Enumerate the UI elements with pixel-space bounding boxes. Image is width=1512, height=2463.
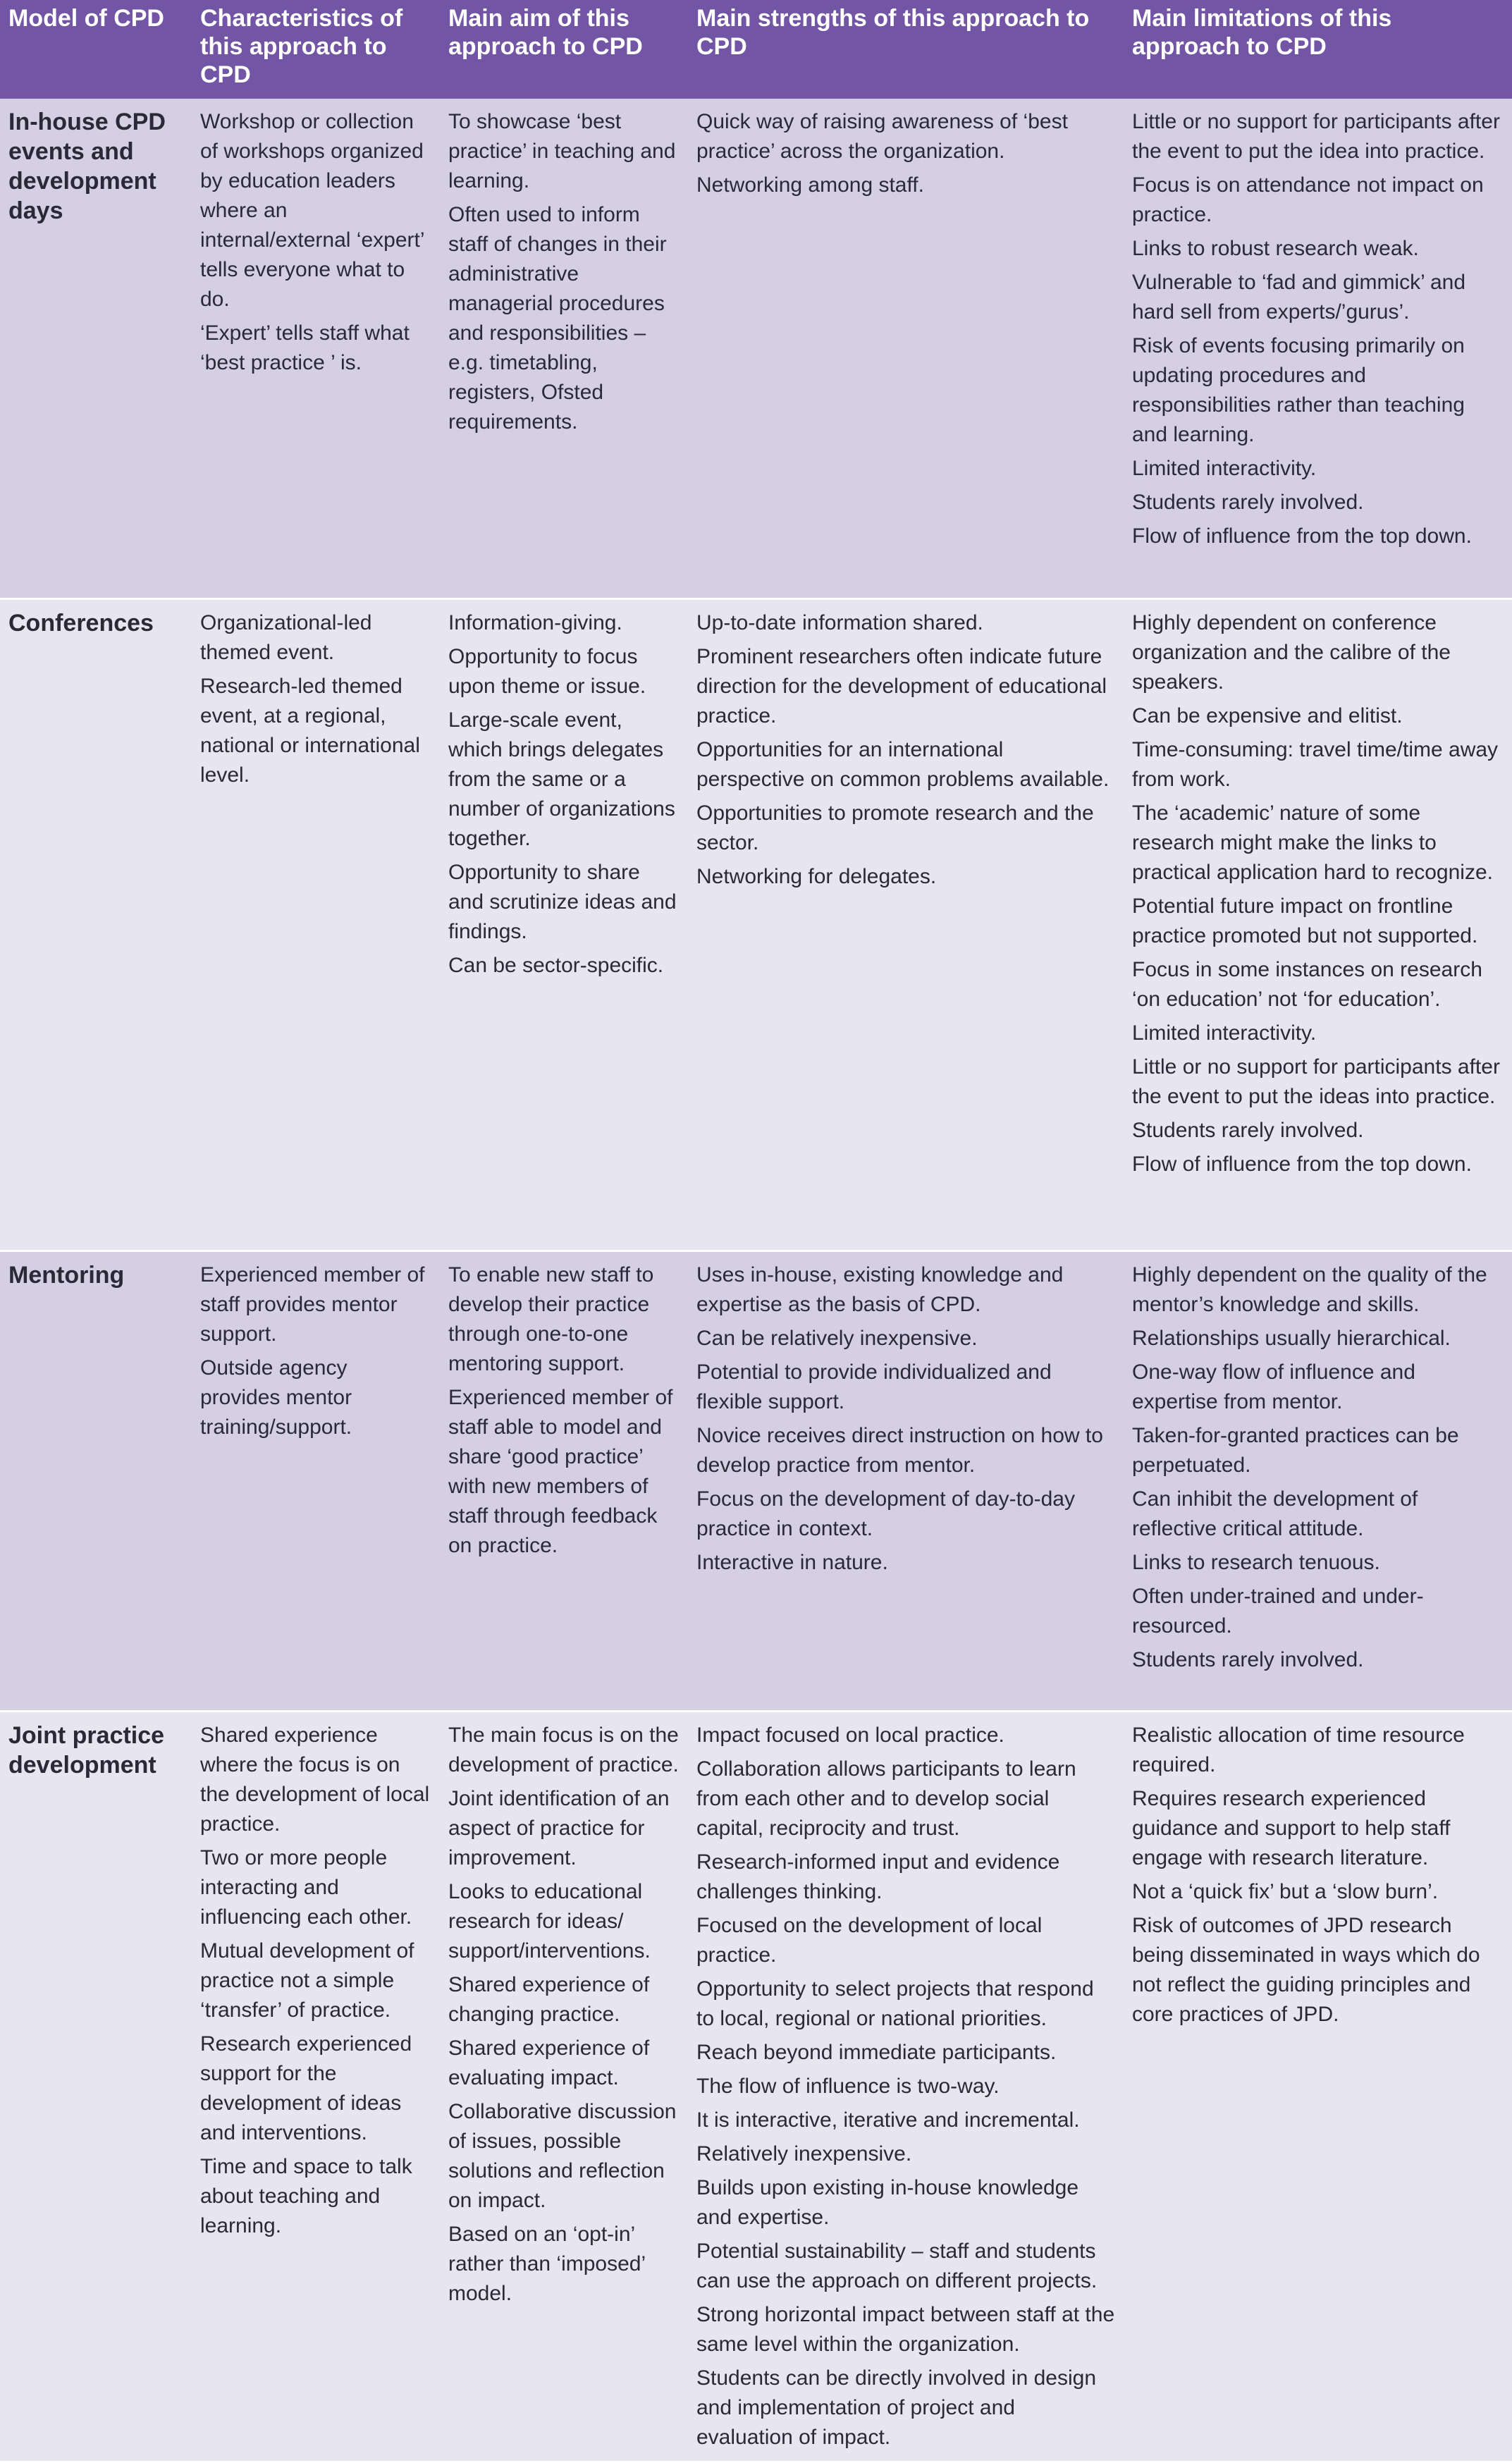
limitations-cell — [1124, 1711, 1512, 2462]
header-characteristics: Characteristics of this approach to CPD — [192, 0, 440, 99]
limitations-item: Limited interactivity. — [1132, 1021, 1317, 1045]
limitations-item: Little or no support for participants after the event to put the ideas into practice. — [1132, 1055, 1500, 1108]
strengths-item: Research-informed input and evidence challenges thinking. — [696, 1850, 1060, 1903]
strengths-item: Relatively inexpensive. — [696, 2142, 912, 2166]
limitations-item: Students rarely involved. — [1132, 1647, 1364, 1671]
strengths-cell — [688, 1711, 1124, 2462]
header-limitations: Main limitations of this approach to CPD — [1124, 0, 1512, 99]
limitations-item: Often under-trained and under-resourced. — [1132, 1584, 1424, 1638]
strengths-item: Interactive in nature. — [696, 1550, 888, 1574]
strengths-item: Novice receives direct instruction on how to develop practice from mentor. — [696, 1423, 1103, 1477]
limitations-item: Students rarely involved. — [1132, 1118, 1364, 1142]
strengths-cell — [688, 99, 1124, 598]
aims-item: Joint identification of an aspect of practice for improvement. — [448, 1786, 670, 1869]
strengths-item: The flow of influence is two-way. — [696, 2074, 1000, 2098]
strengths-item: Potential sustainability – staff and students can use the approach on different projects. — [696, 2239, 1098, 2292]
aims-item: Looks to educational research for ideas/ support/interventions. — [448, 1879, 651, 1963]
limitations-item: Links to research tenuous. — [1132, 1550, 1380, 1574]
strengths-item: Focus on the development of day-to-day practice in context. — [696, 1487, 1075, 1540]
table-row — [0, 1251, 1512, 1711]
strengths-item: Builds upon existing in-house knowledge and expertise. — [696, 2175, 1079, 2229]
aims-cell — [440, 1711, 688, 2462]
strengths-cell — [688, 598, 1124, 1251]
strengths-item: It is interactive, iterative and incremental. — [696, 2108, 1080, 2132]
header-model: Model of CPD — [0, 0, 192, 99]
aims-item: Opportunity to focus upon theme or issue. — [448, 644, 646, 698]
aims-cell — [440, 598, 688, 1251]
strengths-item: Collaboration allows participants to learn from each other and to develop social capital, reciprocity and trust. — [696, 1757, 1076, 1840]
aims-item: To enable new staff to develop their practice through one-to-one mentoring support. — [448, 1263, 654, 1375]
aims-item: Opportunity to share and scrutinize ideas and findings. — [448, 860, 677, 943]
strengths-item: Opportunities for an international perspective on common problems available. — [696, 737, 1110, 791]
aims-cell — [440, 1251, 688, 1711]
characteristics-item: Outside agency provides mentor training/support. — [200, 1356, 352, 1439]
characteristics-cell — [192, 1251, 440, 1711]
characteristics-item: Organizational-led themed event. — [200, 610, 372, 664]
aims-item: Large-scale event, which brings delegates from the same or a number of organizations together. — [448, 708, 675, 850]
strengths-item: Students can be directly involved in design and implementation of project and evaluation of impact. — [696, 2366, 1097, 2449]
table-row — [0, 1711, 1512, 2462]
strengths-item: Reach beyond immediate participants. — [696, 2040, 1057, 2064]
aims-item: Can be sector-specific. — [448, 953, 664, 977]
limitations-item: Focus in some instances on research ‘on education’ not ‘for education’. — [1132, 957, 1482, 1011]
header-strengths: Main strengths of this approach to CPD — [688, 0, 1124, 99]
strengths-item: Prominent researchers often indicate future direction for the development of educational practice. — [696, 644, 1107, 727]
limitations-cell — [1124, 99, 1512, 598]
aims-item: Often used to inform staff of changes in their administrative managerial procedures and responsibilities – e.g. timetabling, registers, Ofsted requirements. — [448, 203, 667, 434]
limitations-item: Limited interactivity. — [1132, 457, 1317, 480]
strengths-item: Up-to-date information shared. — [696, 610, 983, 634]
limitations-item: Flow of influence from the top down. — [1132, 524, 1472, 548]
strengths-item: Networking for delegates. — [696, 864, 937, 888]
limitations-item: Risk of events focusing primarily on updating procedures and responsibilities rather than teaching and learning. — [1132, 334, 1465, 446]
limitations-item: Vulnerable to ‘fad and gimmick’ and hard sell from experts/’gurus’. — [1132, 271, 1466, 324]
aims-item: Shared experience of changing practice. — [448, 1972, 650, 2026]
characteristics-item: Shared experience where the focus is on the development of local practice. — [200, 1723, 430, 1836]
limitations-item: Links to robust research weak. — [1132, 237, 1419, 260]
limitations-item: Little or no support for participants after the event to put the idea into practice. — [1132, 110, 1500, 163]
limitations-item: Can inhibit the development of reflective critical attitude. — [1132, 1487, 1418, 1540]
strengths-item: Quick way of raising awareness of ‘best practice’ across the organization. — [696, 110, 1068, 163]
limitations-cell — [1124, 1251, 1512, 1711]
limitations-item: Not a ‘quick fix’ but a ‘slow burn’. — [1132, 1879, 1439, 1903]
limitations-item: Highly dependent on conference organization and the calibre of the speakers. — [1132, 610, 1451, 694]
aims-cell — [440, 99, 688, 598]
strengths-item: Impact focused on local practice. — [696, 1723, 1004, 1747]
limitations-item: Can be expensive and elitist. — [1132, 704, 1403, 727]
strengths-item: Opportunity to select projects that respond to local, regional or national priorities. — [696, 1977, 1094, 2030]
characteristics-item: Research-led themed event, at a regional, national or international level. — [200, 674, 420, 787]
characteristics-item: ‘Expert’ tells staff what ‘best practice ’ is. — [200, 321, 410, 374]
strengths-item: Potential to provide individualized and flexible support. — [696, 1360, 1052, 1413]
limitations-item: Taken-for-granted practices can be perpetuated. — [1132, 1423, 1459, 1477]
aims-item: Collaborative discussion of issues, possible solutions and reflection on impact. — [448, 2099, 677, 2212]
characteristics-cell — [192, 99, 440, 598]
header-row — [0, 0, 1512, 99]
limitations-item: Potential future impact on frontline practice promoted but not supported. — [1132, 894, 1478, 947]
limitations-item: Requires research experienced guidance and support to help staff engage with research literature. — [1132, 1786, 1451, 1869]
characteristics-item: Research experienced support for the development of ideas and interventions. — [200, 2032, 412, 2144]
limitations-item: Highly dependent on the quality of the mentor’s knowledge and skills. — [1132, 1263, 1487, 1316]
aims-item: The main focus is on the development of practice. — [448, 1723, 679, 1776]
table-row — [0, 598, 1512, 1251]
characteristics-cell — [192, 1711, 440, 2462]
strengths-cell — [688, 1251, 1124, 1711]
strengths-item: Uses in-house, existing knowledge and expertise as the basis of CPD. — [696, 1263, 1064, 1316]
limitations-item: Focus is on attendance not impact on practice. — [1132, 173, 1484, 226]
limitations-item: Realistic allocation of time resource required. — [1132, 1723, 1465, 1776]
characteristics-item: Workshop or collection of workshops organized by education leaders where an internal/external ‘expert’ tells everyone what to do. — [200, 110, 424, 311]
model-name-cell: Mentoring — [0, 1251, 192, 1711]
characteristics-cell — [192, 598, 440, 1251]
characteristics-item: Two or more people interacting and influencing each other. — [200, 1845, 412, 1929]
limitations-item: Students rarely involved. — [1132, 491, 1364, 514]
limitations-cell — [1124, 598, 1512, 1251]
limitations-item: Time-consuming: travel time/time away from work. — [1132, 737, 1499, 791]
characteristics-item: Experienced member of staff provides mentor support. — [200, 1263, 425, 1346]
limitations-item: Flow of influence from the top down. — [1132, 1152, 1472, 1176]
limitations-item: Relationships usually hierarchical. — [1132, 1326, 1451, 1350]
strengths-item: Opportunities to promote research and the sector. — [696, 801, 1094, 854]
model-name-cell: In-house CPD events and development days — [0, 99, 192, 598]
aims-item: Information-giving. — [448, 610, 622, 634]
strengths-item: Networking among staff. — [696, 173, 924, 197]
strengths-item: Can be relatively inexpensive. — [696, 1326, 978, 1350]
aims-item: To showcase ‘best practice’ in teaching and learning. — [448, 110, 676, 192]
limitations-item: One-way flow of influence and expertise from mentor. — [1132, 1360, 1415, 1413]
model-name-cell: Conferences — [0, 598, 192, 1251]
aims-item: Based on an ‘opt-in’ rather than ‘imposed’ model. — [448, 2222, 646, 2305]
model-name-cell: Joint practice development — [0, 1711, 192, 2462]
aims-item: Shared experience of evaluating impact. — [448, 2036, 650, 2089]
aims-item: Experienced member of staff able to model and share ‘good practice’ with new members of staff through feedback on practice. — [448, 1385, 673, 1557]
table-row — [0, 99, 1512, 598]
limitations-item: Risk of outcomes of JPD research being disseminated in ways which do not reflect the guiding principles and core practices of JPD. — [1132, 1913, 1480, 2026]
limitations-item: The ‘academic’ nature of some research might make the links to practical application hard to recognize. — [1132, 801, 1493, 884]
characteristics-item: Time and space to talk about teaching and learning. — [200, 2154, 412, 2237]
strengths-item: Focused on the development of local practice. — [696, 1913, 1043, 1967]
characteristics-item: Mutual development of practice not a simple ‘transfer’ of practice. — [200, 1939, 414, 2022]
header-aims: Main aim of this approach to CPD — [440, 0, 688, 99]
strengths-item: Strong horizontal impact between staff at the same level within the organization. — [696, 2302, 1115, 2356]
